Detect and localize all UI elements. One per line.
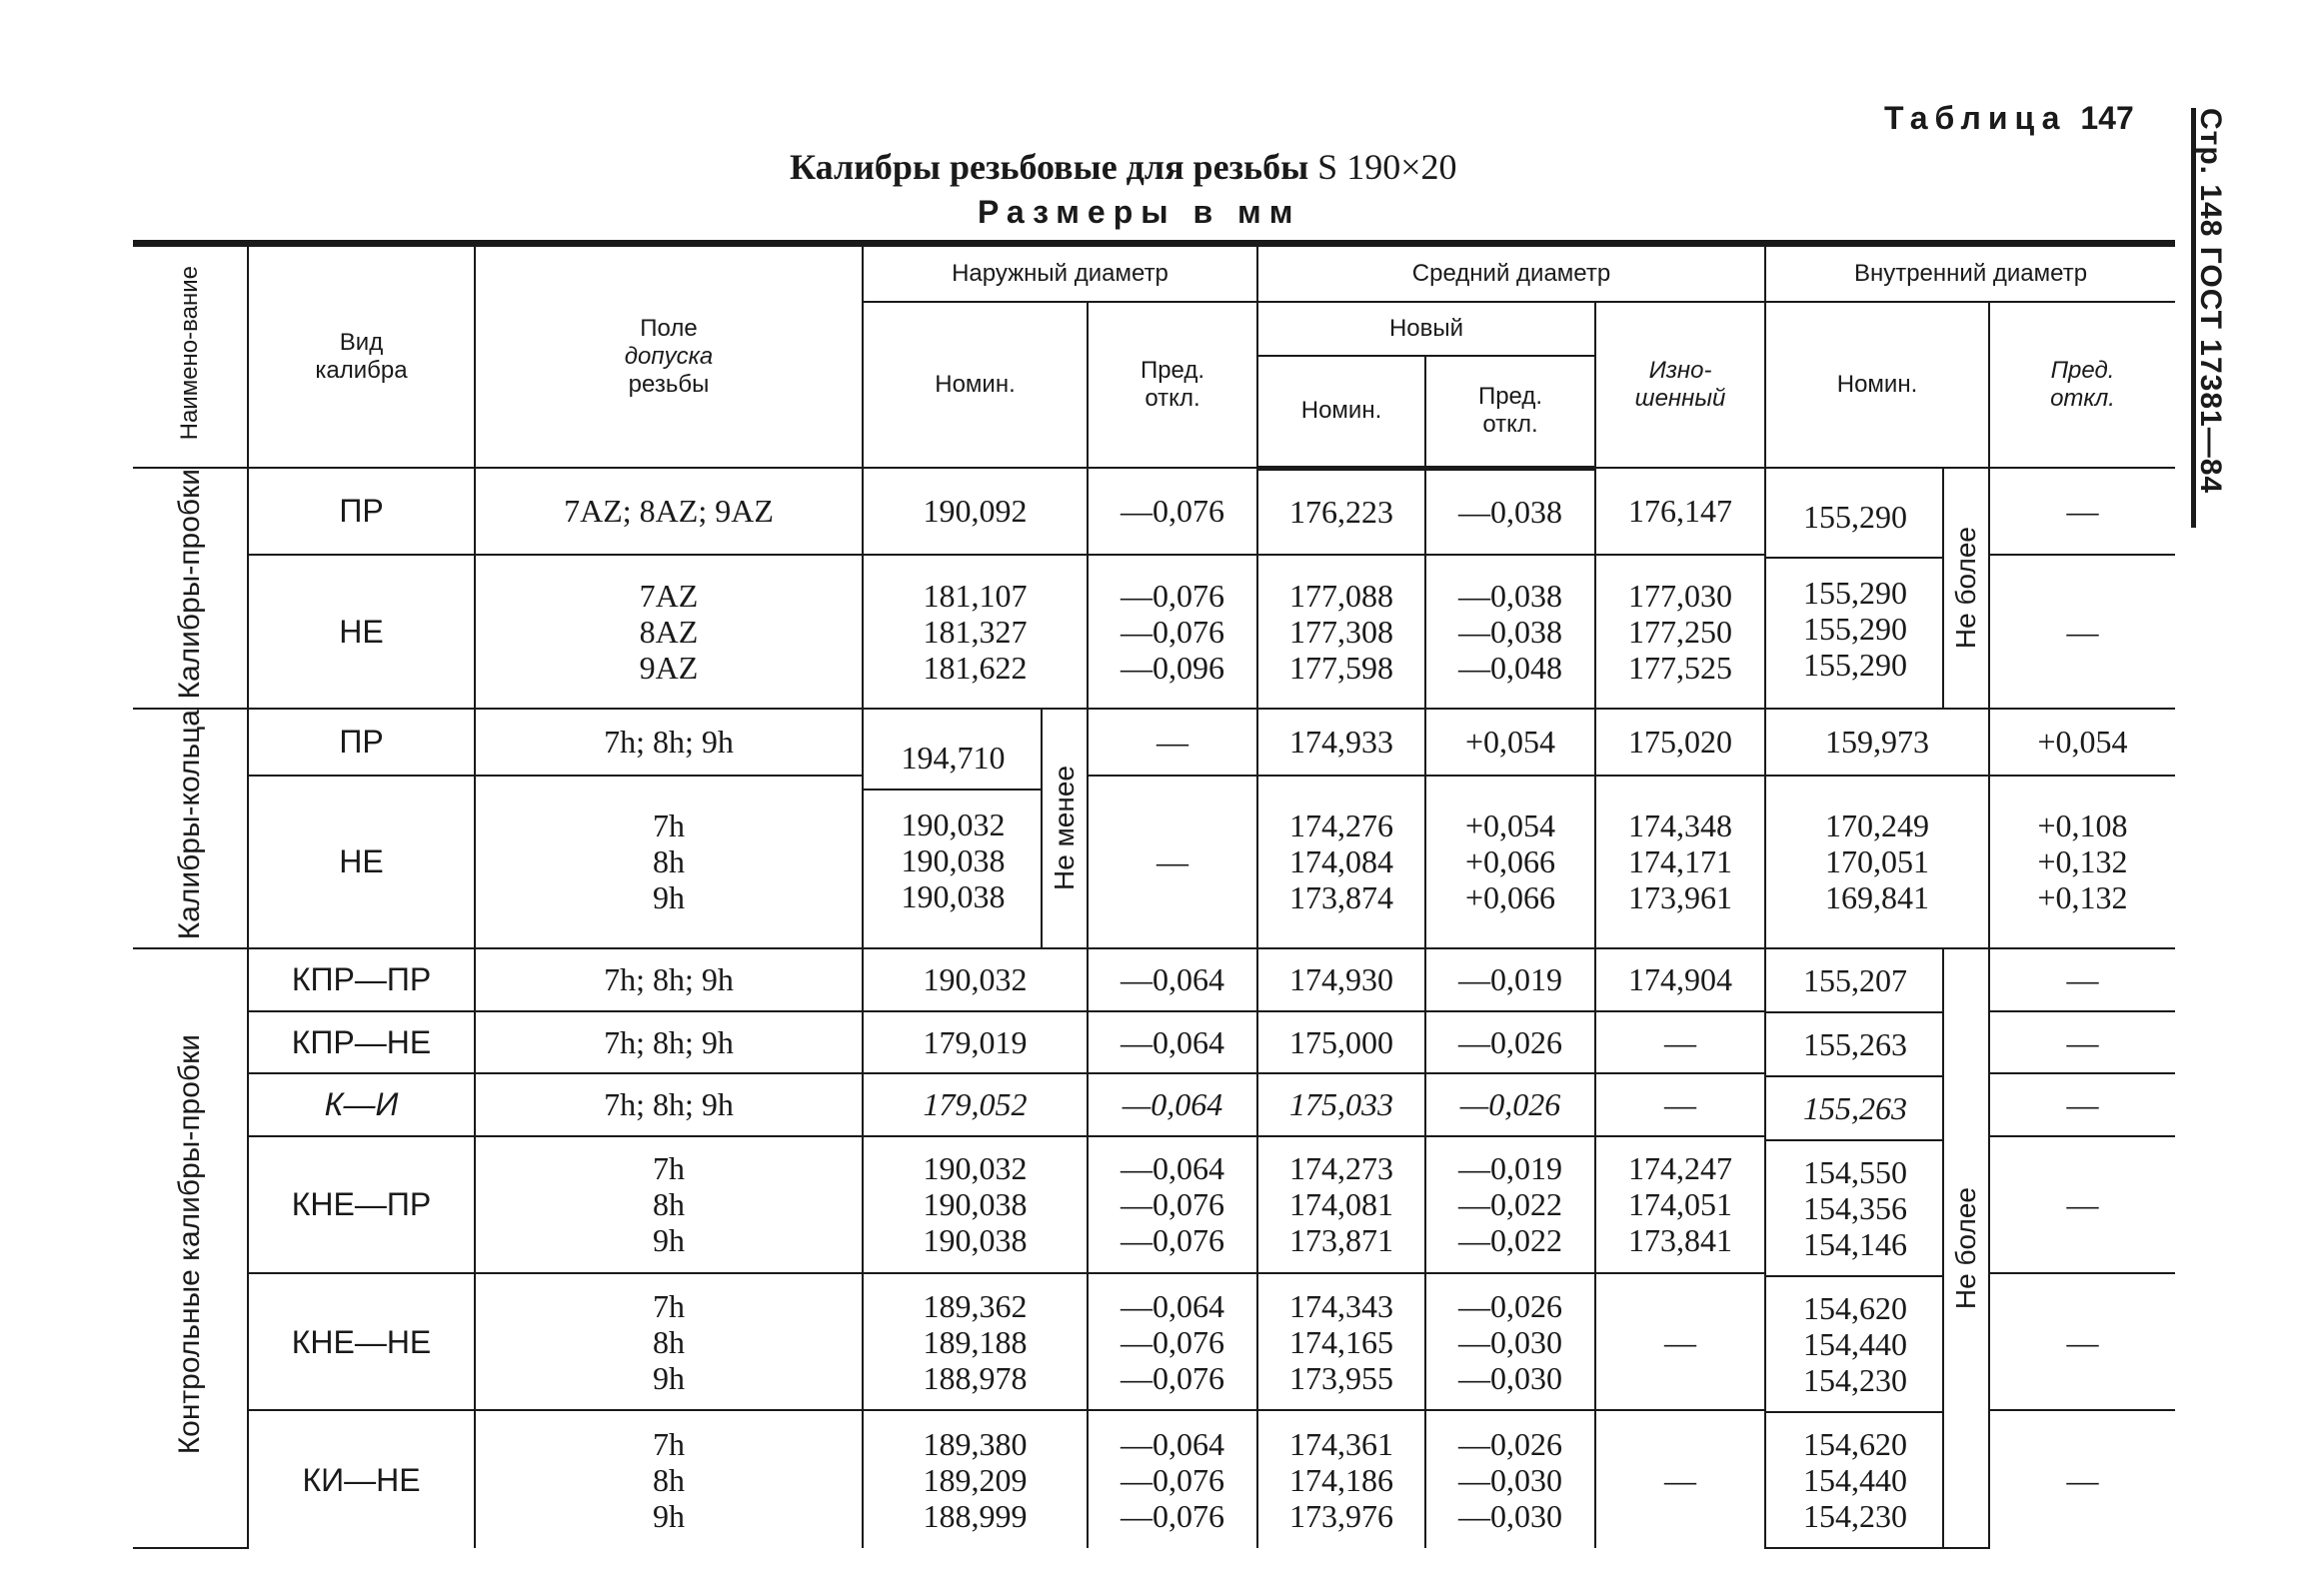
inner-nominal-stack: 155,290 155,290 155,290 xyxy=(1803,575,1907,684)
header-field-line1: Поле xyxy=(640,315,698,342)
inner-nominal: 155,207 xyxy=(1766,949,1944,1013)
field: 7h; 8h; 9h xyxy=(475,709,863,776)
field: 7AZ 8AZ 9AZ xyxy=(475,555,863,709)
row-ring-ne xyxy=(133,776,2175,948)
field: 7h 8h 9h xyxy=(475,776,863,948)
mid-worn: 175,020 xyxy=(1595,709,1765,776)
outer-nominal: 190,092 xyxy=(863,468,1088,555)
document-title xyxy=(790,146,1457,188)
kind: К—И xyxy=(248,1073,475,1136)
table-number: 147 xyxy=(2080,100,2134,136)
mid-deviation: —0,026 xyxy=(1425,1011,1595,1074)
header-worn: Изно-шенный xyxy=(1595,302,1765,468)
group-rings: Калибры-кольца xyxy=(133,709,248,948)
group-plugs: Калибры-пробки xyxy=(133,468,248,709)
outer-nominal: 179,052 xyxy=(863,1073,1088,1136)
header-outer-nominal: Номин. xyxy=(863,302,1088,468)
inner-nominal: 170,249 170,051 169,841 xyxy=(1765,776,1989,948)
header-field xyxy=(475,246,863,468)
mid-worn: 174,348 174,171 173,961 xyxy=(1595,776,1765,948)
mid-worn: — xyxy=(1595,1011,1765,1074)
mid-nominal: 176,223 xyxy=(1257,468,1425,555)
inner-deviation: — xyxy=(1989,555,2175,709)
kind: НЕ xyxy=(248,555,475,709)
outer-nominal: 179,019 xyxy=(863,1011,1088,1074)
header-middle: Средний диаметр xyxy=(1257,246,1765,302)
kind: КИ—НЕ xyxy=(248,1410,475,1547)
row-ring-pr xyxy=(133,709,2175,776)
header-field-line2: допуска xyxy=(624,343,714,370)
gauge-table xyxy=(133,245,2175,1549)
header-inner: Внутренний диаметр xyxy=(1765,246,2175,302)
mid-worn: 174,247 174,051 173,841 xyxy=(1595,1136,1765,1273)
header-outer: Наружный диаметр xyxy=(863,246,1257,302)
outer-deviation: —0,076 xyxy=(1088,468,1257,555)
outer-nominal: 194,710 xyxy=(864,727,1043,791)
inner-nominal-plugs xyxy=(1765,468,1989,709)
header-inner-nominal: Номин. xyxy=(1765,302,1989,468)
title-text: Калибры резьбовые для резьбы xyxy=(790,147,1309,187)
note-not-more-control: Не более xyxy=(1942,949,1988,1547)
mid-deviation: —0,038 xyxy=(1425,468,1595,555)
field: 7h 8h 9h xyxy=(475,1136,863,1273)
document-subtitle: Размеры в мм xyxy=(978,194,1301,230)
field: 7AZ; 8AZ; 9AZ xyxy=(475,468,863,555)
inner-nominal: 155,263 xyxy=(1766,1077,1944,1141)
gauge-table-wrap xyxy=(133,240,2175,1549)
inner-nominal-stack: 154,550 154,356 154,146 xyxy=(1766,1141,1944,1277)
outer-deviation: —0,076 —0,076 —0,096 xyxy=(1088,555,1257,709)
row-kpr-pr xyxy=(133,948,2175,1011)
inner-nominal: 155,263 xyxy=(1766,1013,1944,1077)
outer-deviation: — xyxy=(1088,776,1257,948)
outer-nominal: 181,107 181,327 181,622 xyxy=(863,555,1088,709)
outer-nominal: 190,032 xyxy=(863,948,1088,1011)
field: 7h 8h 9h xyxy=(475,1273,863,1410)
header-field-line3: резьбы xyxy=(628,371,710,398)
header-name: Наимено-вание xyxy=(133,246,248,468)
outer-nominal-rings xyxy=(863,709,1088,948)
kind: КНЕ—НЕ xyxy=(248,1273,475,1410)
mid-nominal: 175,000 xyxy=(1257,1011,1425,1074)
group-control: Контрольные калибры-пробки xyxy=(133,948,248,1548)
field: 7h; 8h; 9h xyxy=(475,1011,863,1074)
mid-deviation: —0,026 xyxy=(1425,1073,1595,1136)
mid-worn: — xyxy=(1595,1410,1765,1547)
inner-deviation: — xyxy=(1989,468,2175,555)
mid-nominal: 174,273 174,081 173,871 xyxy=(1257,1136,1425,1273)
outer-deviation: —0,064 xyxy=(1088,1011,1257,1074)
outer-deviation: —0,064 —0,076 —0,076 xyxy=(1088,1136,1257,1273)
mid-worn: 176,147 xyxy=(1595,468,1765,555)
table-label-word: Таблица xyxy=(1884,100,2067,136)
table-label xyxy=(1884,100,2134,137)
mid-worn: 174,904 xyxy=(1595,948,1765,1011)
inner-nominal: 159,973 xyxy=(1765,709,1989,776)
kind: НЕ xyxy=(248,776,475,948)
mid-deviation: —0,038 —0,038 —0,048 xyxy=(1425,555,1595,709)
mid-deviation: +0,054 +0,066 +0,066 xyxy=(1425,776,1595,948)
field: 7h; 8h; 9h xyxy=(475,948,863,1011)
outer-deviation: — xyxy=(1088,709,1257,776)
note-not-more-plugs: Не более xyxy=(1942,469,1988,708)
mid-deviation: —0,019 xyxy=(1425,948,1595,1011)
header-mid-nominal: Номин. xyxy=(1257,356,1425,468)
mid-deviation: +0,054 xyxy=(1425,709,1595,776)
side-header: Стр. 148 ГОСТ 17381—84 xyxy=(2194,108,2227,495)
field: 7h; 8h; 9h xyxy=(475,1073,863,1136)
mid-worn: — xyxy=(1595,1273,1765,1410)
inner-nominal-stack: 154,620 154,440 154,230 xyxy=(1803,1425,1907,1534)
kind: КПР—НЕ xyxy=(248,1011,475,1074)
mid-deviation: —0,026 —0,030 —0,030 xyxy=(1425,1273,1595,1410)
mid-nominal: 174,933 xyxy=(1257,709,1425,776)
note-not-less-rings: Не менее xyxy=(1041,710,1087,947)
mid-nominal: 177,088 177,308 177,598 xyxy=(1257,555,1425,709)
outer-nominal: 190,032 190,038 190,038 xyxy=(863,1136,1088,1273)
thread-code: S 190×20 xyxy=(1317,147,1457,187)
mid-deviation: —0,026 —0,030 —0,030 xyxy=(1425,1410,1595,1547)
outer-deviation: —0,064 —0,076 —0,076 xyxy=(1088,1410,1257,1547)
outer-deviation: —0,064 xyxy=(1088,948,1257,1011)
header-kind: Вид калибра xyxy=(248,246,475,468)
outer-deviation: —0,064 xyxy=(1088,1073,1257,1136)
outer-nominal-stack: 190,032 190,038 190,038 xyxy=(901,805,1006,914)
inner-deviation: — xyxy=(1989,1073,2175,1136)
outer-nominal: 189,380 189,209 188,999 xyxy=(863,1410,1088,1547)
kind: ПР xyxy=(248,468,475,555)
kind: КПР—ПР xyxy=(248,948,475,1011)
inner-deviation: +0,054 xyxy=(1989,709,2175,776)
inner-nominal-stack: 154,620 154,440 154,230 xyxy=(1766,1277,1944,1413)
mid-nominal: 174,343 174,165 173,955 xyxy=(1257,1273,1425,1410)
inner-deviation: — xyxy=(1989,1410,2175,1547)
kind: ПР xyxy=(248,709,475,776)
mid-deviation: —0,019 —0,022 —0,022 xyxy=(1425,1136,1595,1273)
outer-nominal: 189,362 189,188 188,978 xyxy=(863,1273,1088,1410)
field: 7h 8h 9h xyxy=(475,1410,863,1547)
header-outer-deviation: Пред. откл. xyxy=(1088,302,1257,468)
mid-worn: 177,030 177,250 177,525 xyxy=(1595,555,1765,709)
mid-nominal: 174,361 174,186 173,976 xyxy=(1257,1410,1425,1547)
inner-nominal-control xyxy=(1765,948,1989,1548)
outer-deviation: —0,064 —0,076 —0,076 xyxy=(1088,1273,1257,1410)
kind: КНЕ—ПР xyxy=(248,1136,475,1273)
header-new: Новый xyxy=(1257,302,1595,356)
inner-deviation: — xyxy=(1989,1136,2175,1273)
mid-nominal: 174,930 xyxy=(1257,948,1425,1011)
row-plug-pr xyxy=(133,468,2175,555)
inner-deviation: — xyxy=(1989,948,2175,1011)
mid-nominal: 175,033 xyxy=(1257,1073,1425,1136)
mid-worn: — xyxy=(1595,1073,1765,1136)
inner-nominal: 155,290 xyxy=(1766,477,1944,559)
inner-deviation: — xyxy=(1989,1011,2175,1074)
inner-deviation: +0,108 +0,132 +0,132 xyxy=(1989,776,2175,948)
inner-deviation: — xyxy=(1989,1273,2175,1410)
mid-nominal: 174,276 174,084 173,874 xyxy=(1257,776,1425,948)
header-inner-deviation: Пред. откл. xyxy=(1989,302,2175,468)
header-mid-deviation: Пред. откл. xyxy=(1425,356,1595,468)
